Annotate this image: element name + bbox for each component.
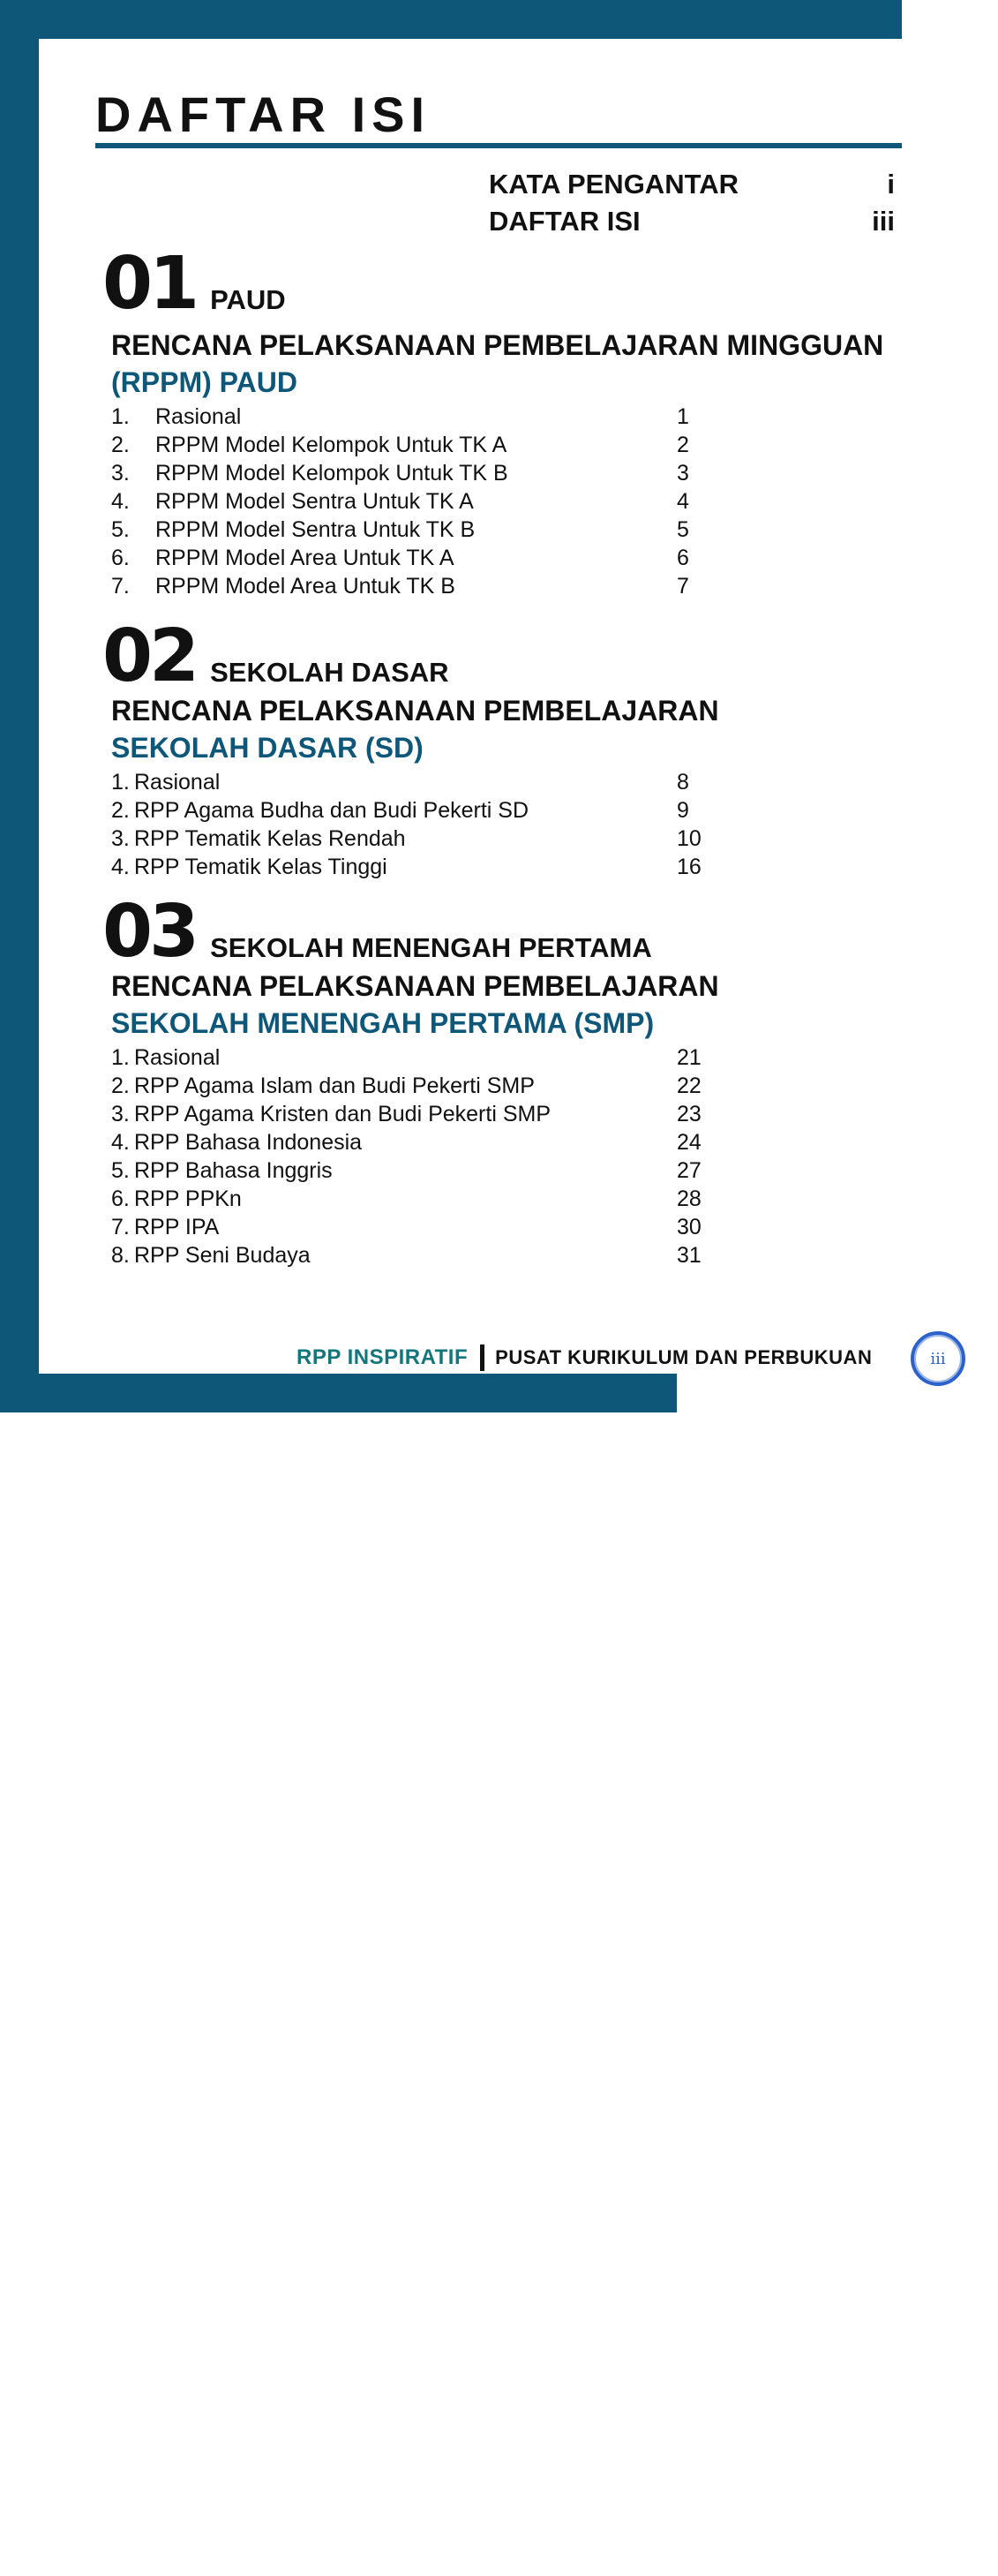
toc-item[interactable] xyxy=(111,1043,897,1072)
section-name: SEKOLAH DASAR xyxy=(210,657,449,688)
page-number: iii xyxy=(930,1349,946,1368)
toc-item-page: 8 xyxy=(677,768,998,2103)
section-subtitle-highlight: (RPPM) PAUD xyxy=(111,366,297,398)
toc-item-page: 4 xyxy=(677,487,998,1822)
section-subtitle: RENCANA PELAKSANAAN PEMBELAJARAN xyxy=(111,970,719,1002)
page-footer xyxy=(296,1342,872,1374)
toc-item[interactable] xyxy=(111,853,897,881)
frame-top-bar xyxy=(0,0,902,39)
section-number: 02 xyxy=(102,614,197,698)
toc-item-label: RPP Bahasa Inggris xyxy=(134,1158,333,1183)
footer-publisher: PUSAT KURIKULUM DAN PERBUKUAN xyxy=(495,1346,873,1368)
toc-item-number: 1. xyxy=(111,404,130,429)
toc-item-number: 6. xyxy=(111,546,130,570)
toc-item[interactable] xyxy=(111,403,897,431)
toc-item-label: RPPM Model Sentra Untuk TK B xyxy=(155,517,476,542)
section-header xyxy=(102,614,897,698)
toc-item-number: 3. xyxy=(111,1102,130,1126)
toc-item-label: RPPM Model Area Untuk TK B xyxy=(155,574,455,599)
front-matter-row[interactable] xyxy=(489,203,895,240)
footer-separator xyxy=(480,1344,484,1371)
toc-item-number: 3. xyxy=(111,461,130,486)
toc-item-page: 27 xyxy=(677,1156,998,2491)
toc-item-page: 28 xyxy=(677,1185,998,2520)
front-matter-page: i xyxy=(887,169,895,200)
toc-item[interactable] xyxy=(111,1185,897,1213)
toc-item-number: 1. xyxy=(111,770,130,795)
toc-item-list xyxy=(102,1043,897,1269)
toc-item-page: 31 xyxy=(677,1241,998,2576)
toc-item-number: 6. xyxy=(111,1186,130,1211)
toc-item-page: 23 xyxy=(677,1100,998,2435)
toc-item[interactable] xyxy=(111,825,897,853)
toc-item-page: 30 xyxy=(677,1213,998,2548)
toc-item-number: 3. xyxy=(111,826,130,851)
toc-item[interactable] xyxy=(111,1072,897,1100)
toc-item[interactable] xyxy=(111,431,897,459)
section-subtitle: RENCANA PELAKSANAAN PEMBELAJARAN MINGGUAN xyxy=(111,329,884,361)
toc-item[interactable] xyxy=(111,1156,897,1185)
section-subtitle-highlight: SEKOLAH DASAR (SD) xyxy=(111,732,424,764)
page-number-badge xyxy=(911,1331,965,1386)
toc-item-label: RPP Agama Kristen dan Budi Pekerti SMP xyxy=(134,1102,551,1126)
toc-item[interactable] xyxy=(111,1213,897,1241)
toc-item-page: 24 xyxy=(677,1128,998,2463)
section-subtitle-highlight: SEKOLAH MENENGAH PERTAMA (SMP) xyxy=(111,1007,655,1039)
front-matter-label: KATA PENGANTAR xyxy=(489,169,739,200)
section-number: 01 xyxy=(102,242,197,326)
toc-item[interactable] xyxy=(111,516,897,544)
toc-item-number: 2. xyxy=(111,1073,130,1098)
toc-item-number: 2. xyxy=(111,798,130,823)
section-name: PAUD xyxy=(210,284,286,315)
toc-item-label: RPPM Model Kelompok Untuk TK A xyxy=(155,433,507,457)
toc-item[interactable] xyxy=(111,1241,897,1269)
toc-item-page: 2 xyxy=(677,431,998,1766)
toc-item-page: 22 xyxy=(677,1072,998,2407)
toc-item[interactable] xyxy=(111,459,897,487)
front-matter-row[interactable] xyxy=(489,166,895,203)
section-smp xyxy=(102,890,897,1269)
title-underline xyxy=(95,143,902,148)
toc-item-label: RPPM Model Kelompok Untuk TK B xyxy=(155,461,508,486)
section-sekolah-dasar xyxy=(102,614,897,881)
toc-item-number: 4. xyxy=(111,489,130,514)
section-header xyxy=(102,890,897,974)
toc-item[interactable] xyxy=(111,1128,897,1156)
toc-item-label: RPP Agama Islam dan Budi Pekerti SMP xyxy=(134,1073,535,1098)
toc-item[interactable] xyxy=(111,768,897,796)
toc-item-label: RPP Agama Budha dan Budi Pekerti SD xyxy=(134,798,529,823)
toc-item-page: 9 xyxy=(677,796,998,2131)
toc-item-label: Rasional xyxy=(155,404,242,429)
toc-item-list xyxy=(102,403,897,600)
toc-item-page: 3 xyxy=(677,459,998,1794)
section-name: SEKOLAH MENENGAH PERTAMA xyxy=(210,932,652,963)
toc-item-page: 6 xyxy=(677,544,998,1879)
footer-series-title: RPP INSPIRATIF xyxy=(296,1345,469,1369)
section-paud xyxy=(102,242,897,600)
toc-item[interactable] xyxy=(111,796,897,825)
toc-item-number: 1. xyxy=(111,1045,130,1070)
toc-item-label: RPPM Model Area Untuk TK A xyxy=(155,546,454,570)
toc-item[interactable] xyxy=(111,1100,897,1128)
toc-item-page: 21 xyxy=(677,1043,998,2378)
toc-item-page: 7 xyxy=(677,572,998,1907)
toc-item-label: RPP PPKn xyxy=(134,1186,242,1211)
toc-item-label: RPP Tematik Kelas Rendah xyxy=(134,826,406,851)
toc-item-label: RPP Bahasa Indonesia xyxy=(134,1130,363,1155)
toc-item-page: 10 xyxy=(677,825,998,2159)
toc-item[interactable] xyxy=(111,544,897,572)
toc-item-label: Rasional xyxy=(134,1045,221,1070)
front-matter-label: DAFTAR ISI xyxy=(489,206,641,237)
toc-item-label: RPP Seni Budaya xyxy=(134,1243,311,1268)
section-header xyxy=(102,242,897,326)
toc-item-label: RPP IPA xyxy=(134,1215,220,1239)
toc-item-page: 5 xyxy=(677,516,998,1850)
section-number: 03 xyxy=(102,890,197,974)
toc-item-number: 4. xyxy=(111,1130,130,1155)
toc-item-number: 7. xyxy=(111,1215,130,1239)
toc-item-number: 4. xyxy=(111,855,130,879)
toc-item-number: 7. xyxy=(111,574,130,599)
toc-item-list xyxy=(102,768,897,881)
toc-item-label: Rasional xyxy=(134,770,221,795)
frame-left-bar xyxy=(0,0,39,1412)
front-matter-list xyxy=(489,166,895,240)
toc-item-number: 5. xyxy=(111,1158,130,1183)
toc-item-page: 1 xyxy=(677,403,998,1737)
toc-item-label: RPPM Model Sentra Untuk TK A xyxy=(155,489,474,514)
toc-item-page: 16 xyxy=(677,853,998,2188)
toc-item-number: 8. xyxy=(111,1243,130,1268)
toc-item-number: 2. xyxy=(111,433,130,457)
front-matter-page: iii xyxy=(872,206,895,237)
toc-item-number: 5. xyxy=(111,517,130,542)
toc-item[interactable] xyxy=(111,487,897,516)
page-title: DAFTAR ISI xyxy=(95,87,431,142)
toc-item-label: RPP Tematik Kelas Tinggi xyxy=(134,855,387,879)
section-subtitle: RENCANA PELAKSANAAN PEMBELAJARAN xyxy=(111,695,719,727)
toc-item[interactable] xyxy=(111,572,897,600)
